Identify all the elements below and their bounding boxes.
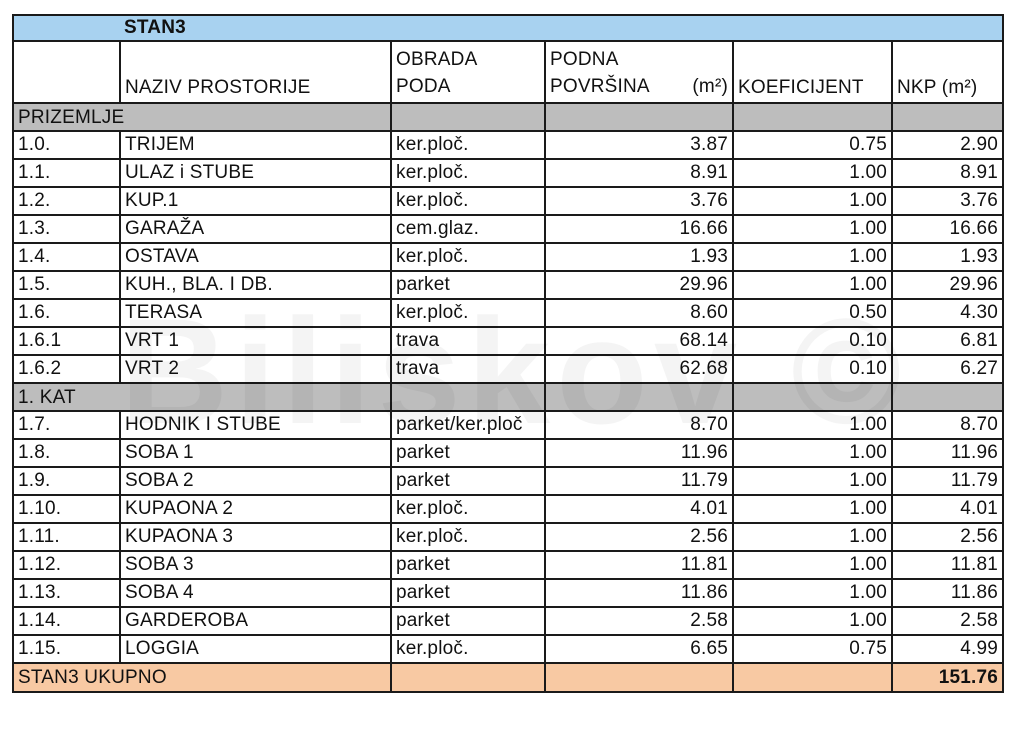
floor-area: 6.65 [545, 635, 733, 663]
nkp-value: 11.81 [892, 551, 1003, 579]
header-koeficijent: KOEFICIJENT [733, 41, 892, 103]
room-ref: 1.14. [13, 607, 120, 635]
nkp-value: 2.90 [892, 131, 1003, 159]
room-name: VRT 1 [120, 327, 391, 355]
coefficient: 1.00 [733, 215, 892, 243]
nkp-value: 8.70 [892, 411, 1003, 439]
floor-finish: ker.ploč. [391, 159, 545, 187]
room-ref: 1.6.1 [13, 327, 120, 355]
room-name: SOBA 3 [120, 551, 391, 579]
nkp-value: 8.91 [892, 159, 1003, 187]
header-nkp: NKP (m²) [892, 41, 1003, 103]
floor-area: 4.01 [545, 495, 733, 523]
section-empty-cell [892, 103, 1003, 131]
section-empty-cell [545, 103, 733, 131]
title-spacer-cell [13, 15, 120, 41]
room-name: SOBA 1 [120, 439, 391, 467]
room-ref: 1.6.2 [13, 355, 120, 383]
floor-finish: trava [391, 355, 545, 383]
room-ref: 1.9. [13, 467, 120, 495]
nkp-value: 11.79 [892, 467, 1003, 495]
room-name: TRIJEM [120, 131, 391, 159]
floor-area: 29.96 [545, 271, 733, 299]
table-row [13, 411, 1003, 439]
section-empty-cell [545, 383, 733, 411]
coefficient: 1.00 [733, 243, 892, 271]
coefficient: 1.00 [733, 439, 892, 467]
coefficient: 1.00 [733, 467, 892, 495]
coefficient: 1.00 [733, 551, 892, 579]
room-name: KUP.1 [120, 187, 391, 215]
table-row [13, 607, 1003, 635]
coefficient: 0.75 [733, 635, 892, 663]
total-value: 151.76 [892, 663, 1003, 692]
floor-finish: parket [391, 579, 545, 607]
nkp-value: 6.81 [892, 327, 1003, 355]
section-empty-cell [391, 103, 545, 131]
room-name: SOBA 4 [120, 579, 391, 607]
room-ref: 1.6. [13, 299, 120, 327]
header-obrada-line1: OBRADA [396, 49, 478, 70]
floor-finish: parket [391, 467, 545, 495]
floor-finish: ker.ploč. [391, 635, 545, 663]
table-title-row [13, 15, 1003, 41]
room-name: KUPAONA 2 [120, 495, 391, 523]
floor-finish: parket [391, 439, 545, 467]
table-row [13, 131, 1003, 159]
floor-area: 3.76 [545, 187, 733, 215]
section-label: PRIZEMLJE [13, 103, 391, 131]
section-row [13, 103, 1003, 131]
table-row [13, 579, 1003, 607]
floor-finish: cem.glaz. [391, 215, 545, 243]
room-ref: 1.4. [13, 243, 120, 271]
nkp-value: 4.99 [892, 635, 1003, 663]
table-row [13, 327, 1003, 355]
coefficient: 1.00 [733, 271, 892, 299]
section-row [13, 383, 1003, 411]
coefficient: 0.10 [733, 355, 892, 383]
floor-area: 16.66 [545, 215, 733, 243]
room-name: VRT 2 [120, 355, 391, 383]
section-empty-cell [391, 383, 545, 411]
total-empty-cell [391, 663, 545, 692]
floor-finish: ker.ploč. [391, 495, 545, 523]
table-row [13, 467, 1003, 495]
nkp-value: 11.86 [892, 579, 1003, 607]
room-name: TERASA [120, 299, 391, 327]
header-ref [13, 41, 120, 103]
room-ref: 1.5. [13, 271, 120, 299]
header-povrsina-unit: (m²) [692, 76, 728, 97]
nkp-value: 29.96 [892, 271, 1003, 299]
room-ref: 1.0. [13, 131, 120, 159]
room-name: ULAZ i STUBE [120, 159, 391, 187]
table-row [13, 355, 1003, 383]
table-row [13, 159, 1003, 187]
room-ref: 1.11. [13, 523, 120, 551]
nkp-value: 1.93 [892, 243, 1003, 271]
table-row [13, 215, 1003, 243]
room-ref: 1.12. [13, 551, 120, 579]
floor-area: 8.60 [545, 299, 733, 327]
header-obrada [391, 41, 545, 103]
floor-finish: ker.ploč. [391, 187, 545, 215]
room-ref: 1.1. [13, 159, 120, 187]
coefficient: 1.00 [733, 579, 892, 607]
table-row [13, 551, 1003, 579]
room-name: OSTAVA [120, 243, 391, 271]
room-name: HODNIK I STUBE [120, 411, 391, 439]
floor-area: 8.70 [545, 411, 733, 439]
total-empty-cell [733, 663, 892, 692]
header-obrada-line2: PODA [396, 76, 451, 97]
room-area-table [12, 14, 1004, 693]
floor-finish: parket [391, 607, 545, 635]
header-povrsina-line2: POVRŠINA [550, 76, 650, 97]
floor-finish: parket [391, 551, 545, 579]
header-povrsina-line1: PODNA [550, 49, 619, 70]
floor-area: 8.91 [545, 159, 733, 187]
total-empty-cell [545, 663, 733, 692]
nkp-value: 4.30 [892, 299, 1003, 327]
table-row [13, 187, 1003, 215]
table-row [13, 635, 1003, 663]
room-name: KUH., BLA. I DB. [120, 271, 391, 299]
table-row [13, 523, 1003, 551]
floor-area: 11.81 [545, 551, 733, 579]
nkp-value: 2.58 [892, 607, 1003, 635]
floor-finish: ker.ploč. [391, 131, 545, 159]
room-ref: 1.15. [13, 635, 120, 663]
coefficient: 1.00 [733, 607, 892, 635]
floor-area: 2.58 [545, 607, 733, 635]
floor-finish: ker.ploč. [391, 523, 545, 551]
section-empty-cell [733, 383, 892, 411]
room-name: LOGGIA [120, 635, 391, 663]
header-naziv: NAZIV PROSTORIJE [120, 41, 391, 103]
nkp-value: 4.01 [892, 495, 1003, 523]
room-name: GARDEROBA [120, 607, 391, 635]
room-ref: 1.2. [13, 187, 120, 215]
table-row [13, 243, 1003, 271]
table-row [13, 495, 1003, 523]
floor-area: 1.93 [545, 243, 733, 271]
nkp-value: 2.56 [892, 523, 1003, 551]
coefficient: 1.00 [733, 495, 892, 523]
room-ref: 1.8. [13, 439, 120, 467]
room-area-sheet [12, 14, 1002, 693]
nkp-value: 6.27 [892, 355, 1003, 383]
nkp-value: 16.66 [892, 215, 1003, 243]
header-povrsina-line2-wrap [550, 73, 728, 100]
floor-area: 3.87 [545, 131, 733, 159]
floor-finish: ker.ploč. [391, 243, 545, 271]
room-name: SOBA 2 [120, 467, 391, 495]
floor-area: 2.56 [545, 523, 733, 551]
nkp-value: 3.76 [892, 187, 1003, 215]
floor-finish: trava [391, 327, 545, 355]
room-name: GARAŽA [120, 215, 391, 243]
coefficient: 0.10 [733, 327, 892, 355]
coefficient: 1.00 [733, 523, 892, 551]
section-empty-cell [733, 103, 892, 131]
section-empty-cell [892, 383, 1003, 411]
room-ref: 1.10. [13, 495, 120, 523]
floor-area: 11.79 [545, 467, 733, 495]
table-row [13, 271, 1003, 299]
table-title: STAN3 [120, 15, 1003, 41]
floor-finish: ker.ploč. [391, 299, 545, 327]
floor-area: 11.96 [545, 439, 733, 467]
floor-finish: parket/ker.ploč [391, 411, 545, 439]
room-name: KUPAONA 3 [120, 523, 391, 551]
floor-area: 11.86 [545, 579, 733, 607]
nkp-value: 11.96 [892, 439, 1003, 467]
coefficient: 1.00 [733, 159, 892, 187]
floor-area: 68.14 [545, 327, 733, 355]
table-header-row [13, 41, 1003, 103]
room-ref: 1.13. [13, 579, 120, 607]
floor-area: 62.68 [545, 355, 733, 383]
section-label: 1. KAT [13, 383, 391, 411]
table-row [13, 299, 1003, 327]
table-row [13, 439, 1003, 467]
floor-finish: parket [391, 271, 545, 299]
coefficient: 0.50 [733, 299, 892, 327]
total-row [13, 663, 1003, 692]
coefficient: 1.00 [733, 187, 892, 215]
coefficient: 0.75 [733, 131, 892, 159]
total-label: STAN3 UKUPNO [13, 663, 391, 692]
room-ref: 1.3. [13, 215, 120, 243]
room-ref: 1.7. [13, 411, 120, 439]
header-povrsina [545, 41, 733, 103]
coefficient: 1.00 [733, 411, 892, 439]
